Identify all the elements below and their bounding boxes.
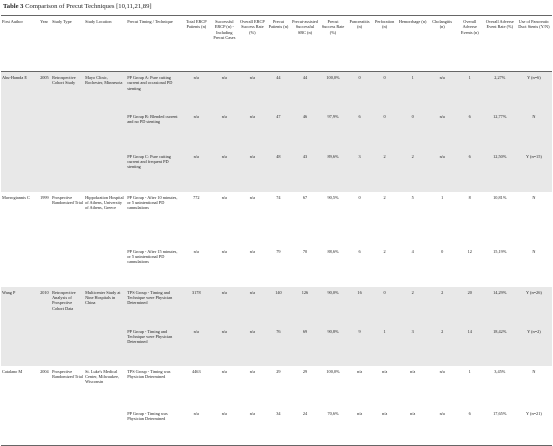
col-precut-success: Precut Success Rate (%) <box>321 19 345 35</box>
table-cell: 6 <box>358 248 361 254</box>
table-cell: n/a <box>238 287 266 326</box>
table-row <box>1 326 552 366</box>
table-cell: n/a <box>238 326 266 366</box>
col-pd-stents: Use of Pancreatic Duct Stents (Y/N) <box>518 19 550 30</box>
table-cell: 6 <box>456 151 484 192</box>
table-cell: PP Group C: Pure cutting current and frequent PD stenting <box>126 151 182 192</box>
table-cell: 70 <box>302 248 308 254</box>
table-cell: 29 <box>302 368 308 374</box>
table-cell: 44 <box>266 72 290 111</box>
table-cell: 12,77% <box>484 111 516 151</box>
table-cell <box>51 246 84 287</box>
table-cell: n/a <box>429 111 456 151</box>
table-cell: n/a <box>182 111 210 151</box>
table-cell: n/a <box>238 111 266 151</box>
table-cell: Y (n=21) <box>516 408 552 446</box>
table-cell: Prospective Randomized Trial <box>52 368 83 379</box>
table-cell: 48 <box>266 151 290 192</box>
table-cell <box>39 151 51 192</box>
table-cell <box>39 246 51 287</box>
table-cell: 3178 <box>182 287 210 326</box>
table-cell: 2004 <box>40 368 49 374</box>
table-cell: Y (n=2) <box>516 326 552 366</box>
table-cell: n/a <box>249 194 256 200</box>
table-cell: n/a <box>221 194 227 200</box>
table-cell: 5 <box>411 194 414 200</box>
table-cell: Retrospective Cohort Study <box>51 72 84 111</box>
table-cell: Prospective Randomized Trial <box>52 194 83 205</box>
table-cell: 2 <box>383 194 386 200</box>
col-precut-timing: Precut Timing / Technique <box>127 19 173 24</box>
table-cell: n/a <box>373 408 397 446</box>
table-cell: 2 <box>397 287 429 326</box>
table-cell <box>39 408 51 446</box>
table-cell: n/a <box>410 368 416 374</box>
table-cell: n/a <box>249 248 256 254</box>
table-cell: 3 <box>397 326 429 366</box>
table-cell: 15,19% <box>493 248 507 254</box>
table-cell <box>51 111 84 151</box>
table-cell: 4463 <box>192 368 201 374</box>
table-row <box>1 408 552 446</box>
table-cell: 90,5% <box>327 194 339 200</box>
table-cell: 2 <box>373 151 397 192</box>
table-cell: Catalano M <box>2 368 23 374</box>
table-cell: 1 <box>441 194 444 200</box>
table-cell: Y (n=26) <box>516 287 552 326</box>
table-cell <box>84 326 126 366</box>
table-cell <box>84 408 126 446</box>
table-cell: 100,0% <box>326 368 340 374</box>
col-study-location: Study Location <box>85 19 112 24</box>
table-cell: PP Group - After 15 minutes, or 5 unintentional PD cannulations <box>127 248 178 265</box>
table-row <box>1 366 552 408</box>
table-cell: 10,81% <box>493 194 507 200</box>
table-cell: 2 <box>429 287 456 326</box>
table-cell: 90,0% <box>320 287 347 326</box>
table-cell: n/a <box>210 111 238 151</box>
table-cell: 69 <box>290 326 319 366</box>
table-cell: 74 <box>276 194 281 200</box>
table-cell: Multicenter Study at Nine Hospitals in China <box>84 287 126 326</box>
table-cell <box>39 111 51 151</box>
table-cell <box>51 151 84 192</box>
table-cell: 12 <box>467 248 472 254</box>
table-cell <box>84 151 126 192</box>
table-cell: Wang P <box>1 287 39 326</box>
table-cell: n/a <box>193 248 199 254</box>
table-cell <box>1 151 39 192</box>
table-cell: PP Group A: Pure cutting current and occasional PD stenting <box>126 72 182 111</box>
table-cell: Retrospective Analysis of Prospective Cohort Data <box>51 287 84 326</box>
table-cell <box>51 408 84 446</box>
table-cell: PP Group - Timing and Technique were Physician Determined <box>126 326 182 366</box>
table-cell: 2 <box>429 326 456 366</box>
table-cell: n/a <box>210 326 238 366</box>
table-cell: 772 <box>193 194 200 200</box>
table-cell: 1 <box>397 72 429 111</box>
table-cell: 67 <box>302 194 308 200</box>
table-cell: 0 <box>373 287 397 326</box>
table-cell: 97,9% <box>320 111 347 151</box>
table-cell: Abu-Hamda E <box>1 72 39 111</box>
table-title: Comparison of Precut Techniques [10,11,21,89] <box>25 3 152 10</box>
table-cell: 0 <box>373 72 397 111</box>
table-cell: 89,6% <box>320 151 347 192</box>
table-cell: 46 <box>290 111 319 151</box>
table-cell: 6 <box>347 111 373 151</box>
table-cell: 2,27% <box>484 72 516 111</box>
precut-comparison-table <box>1 15 552 446</box>
table-cell: 0 <box>397 111 429 151</box>
table-cell: 24 <box>290 408 319 446</box>
table-cell: 3 <box>347 151 373 192</box>
table-cell: 88,6% <box>327 248 339 254</box>
table-cell: n/a <box>210 72 238 111</box>
table-cell: n/a <box>397 408 429 446</box>
table-cell: 0 <box>441 248 444 254</box>
table-cell: 6 <box>456 111 484 151</box>
table-cell: 14,29% <box>484 287 516 326</box>
table-cell: n/a <box>347 408 373 446</box>
table-cell: N <box>532 194 536 200</box>
table-number: Table 3 <box>3 3 24 10</box>
table-cell: 76 <box>266 326 290 366</box>
table-cell: 70,6% <box>320 408 347 446</box>
table-cell: 20 <box>456 287 484 326</box>
table-cell: n/a <box>429 151 456 192</box>
table-row <box>1 151 552 192</box>
table-cell: n/a <box>210 408 238 446</box>
table-cell: 0 <box>358 194 361 200</box>
table-cell: n/a <box>238 151 266 192</box>
table-cell: Mayo Clinic, Rochester, Minnesota <box>84 72 126 111</box>
col-year: Year <box>40 19 48 24</box>
table-row <box>1 192 552 246</box>
table-cell <box>1 111 39 151</box>
table-cell: 43 <box>290 151 319 192</box>
table-cell: n/a <box>210 287 238 326</box>
table-cell: Mavrogiannis C <box>2 194 30 200</box>
table-cell: 0 <box>347 72 373 111</box>
table-cell: St. Luke's Medical Center, Milwaukee, Wisconsin <box>85 368 119 385</box>
table-cell: Y (n=6) <box>516 72 552 111</box>
header-row <box>1 16 552 72</box>
table-cell: n/a <box>356 368 363 374</box>
table-cell: N <box>532 248 536 254</box>
table-cell: 2005 <box>39 72 51 111</box>
table-cell: 3,45% <box>494 368 506 374</box>
table-cell: 0 <box>373 111 397 151</box>
table-cell: n/a <box>182 72 210 111</box>
table-cell: 18,42% <box>484 326 516 366</box>
table-cell: Hippokration Hospital of Athens, University of Athens, Greece <box>85 194 124 211</box>
table-cell: n/a <box>439 368 445 374</box>
table-cell <box>84 111 126 151</box>
table-cell: n/a <box>249 368 256 374</box>
table-cell: 47 <box>266 111 290 151</box>
table-cell: 6 <box>456 408 484 446</box>
table-cell <box>84 246 126 287</box>
table-cell: 44 <box>290 72 319 111</box>
col-first-author: First Author <box>2 19 23 24</box>
table-caption <box>3 1 551 12</box>
table-cell: 34 <box>266 408 290 446</box>
table-cell: 1 <box>456 72 484 111</box>
table-cell: 1 <box>373 326 397 366</box>
table-cell <box>1 326 39 366</box>
table-cell: PP Group - After 10 minutes, or 5 unintentional PD cannulations <box>127 194 178 211</box>
table-cell: n/a <box>221 368 227 374</box>
table-cell: 29 <box>276 368 281 374</box>
table-cell: n/a <box>221 248 227 254</box>
table-cell: n/a <box>182 408 210 446</box>
table-cell: Y (n=15) <box>516 151 552 192</box>
table-cell <box>39 326 51 366</box>
table-cell: 1 <box>468 368 471 374</box>
table-cell: 79 <box>276 248 281 254</box>
table-row <box>1 246 552 287</box>
col-precut-assisted: Precut-assisted Successful SBC (n) <box>292 19 318 35</box>
table-cell: TPS Group - Timing and Technique were Physician Determined <box>126 287 182 326</box>
table-cell: N <box>516 111 552 151</box>
table-cell: n/a <box>210 151 238 192</box>
table-cell: n/a <box>182 151 210 192</box>
table-cell: 2 <box>383 248 386 254</box>
table-cell: 2010 <box>39 287 51 326</box>
col-total-ercp: Total ERCP Patients (n) <box>186 19 207 30</box>
col-precut-patients: Precut Patients (n) <box>268 19 289 30</box>
table-cell: n/a <box>182 326 210 366</box>
table-cell <box>51 326 84 366</box>
table-cell: 12,50% <box>484 151 516 192</box>
table-cell: N <box>532 368 536 374</box>
table-cell: 2 <box>397 151 429 192</box>
col-hemorrhage: Hemorrhage (n) <box>398 19 427 24</box>
table-cell: 4 <box>411 248 414 254</box>
table-cell: 8 <box>468 194 471 200</box>
table-row <box>1 111 552 151</box>
table-cell: 90,8% <box>320 326 347 366</box>
table-cell <box>1 246 39 287</box>
table-cell: PP Group - Timing was Physician Determined <box>126 408 182 446</box>
table-cell: n/a <box>238 408 266 446</box>
col-successful-ercp: Successful ERCP (n) - Including Precut Cases <box>213 19 236 41</box>
col-overall-success: Overall ERCP Success Rate (%) <box>240 19 265 35</box>
table-cell: 16 <box>347 287 373 326</box>
table-cell: PP Group B: Blended current and no PD stenting <box>126 111 182 151</box>
col-pancreatitis: Pancreatitis (n) <box>349 19 370 30</box>
table-row <box>1 72 552 111</box>
table-cell: TPS Group - Timing was Physician Determined <box>127 368 171 379</box>
table-cell: 9 <box>347 326 373 366</box>
table-cell: 14 <box>456 326 484 366</box>
table-cell: n/a <box>381 368 388 374</box>
table-cell: 100,0% <box>320 72 347 111</box>
col-adverse-rate: Overall Adverse Event Rate (%) <box>485 19 514 30</box>
table-cell: n/a <box>429 408 456 446</box>
table-cell: n/a <box>238 72 266 111</box>
table-cell: 1999 <box>40 194 49 200</box>
col-study-type: Study Type <box>52 19 72 24</box>
col-adverse-events: Overall Adverse Events (n) <box>460 19 479 35</box>
col-cholangitis: Cholangitis (n) <box>432 19 453 30</box>
table-cell <box>1 408 39 446</box>
table-cell: 17,65% <box>484 408 516 446</box>
table-cell: 126 <box>290 287 319 326</box>
table-cell: 140 <box>266 287 290 326</box>
col-perforation: Perforation (n) <box>374 19 395 30</box>
table-cell: n/a <box>429 72 456 111</box>
table-row <box>1 287 552 326</box>
